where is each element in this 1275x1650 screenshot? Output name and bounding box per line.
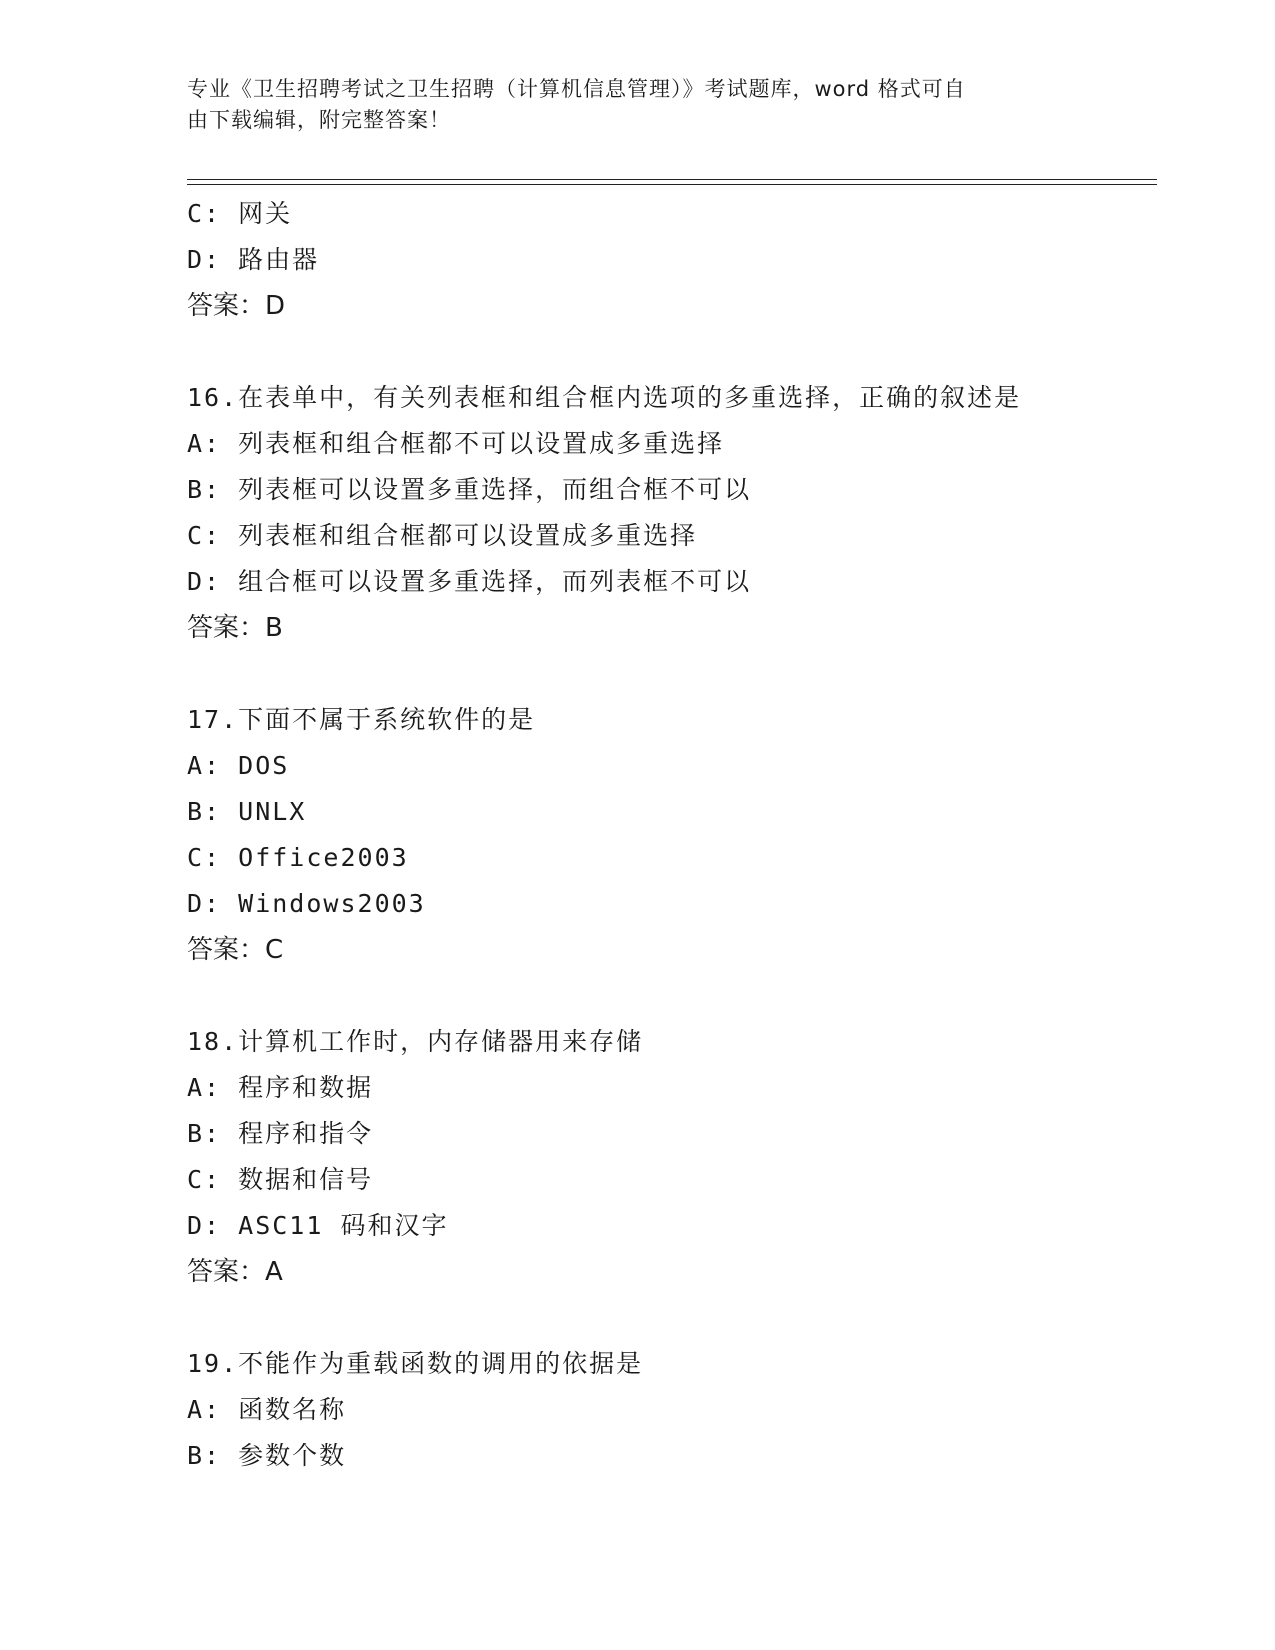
option-c: C: Office2003 — [187, 843, 409, 872]
option-b: B: UNLX — [187, 797, 307, 826]
question-stem: 17.下面不属于系统软件的是 — [187, 705, 536, 734]
spacer — [187, 329, 1147, 375]
option-d: D: Windows2003 — [187, 889, 426, 918]
option-a: A: DOS — [187, 751, 290, 780]
option-d: D: 路由器 — [187, 245, 320, 274]
question-stem: 18.计算机工作时，内存储器用来存储 — [187, 1027, 644, 1056]
answer-line: 答案：A — [187, 1257, 283, 1287]
answer-line: 答案：C — [187, 935, 284, 965]
option-a: A: 函数名称 — [187, 1395, 347, 1424]
spacer — [187, 651, 1147, 697]
option-c: C: 网关 — [187, 199, 293, 228]
header-divider-bottom — [187, 184, 1157, 185]
answer-line: 答案：B — [187, 613, 283, 643]
spacer — [187, 1295, 1147, 1341]
question-stem: 19.不能作为重载函数的调用的依据是 — [187, 1349, 644, 1378]
option-b: B: 参数个数 — [187, 1441, 347, 1470]
header-divider-top — [187, 179, 1157, 180]
answer-line: 答案：D — [187, 291, 286, 321]
option-c: C: 列表框和组合框都可以设置成多重选择 — [187, 521, 698, 550]
option-a: A: 列表框和组合框都不可以设置成多重选择 — [187, 429, 725, 458]
header-line-1: 专业《卫生招聘考试之卫生招聘（计算机信息管理）》考试题库，word 格式可自 — [187, 77, 966, 101]
option-d: D: 组合框可以设置多重选择，而列表框不可以 — [187, 567, 752, 596]
question-list — [187, 191, 1147, 1479]
option-c: C: 数据和信号 — [187, 1165, 374, 1194]
option-a: A: 程序和数据 — [187, 1073, 374, 1102]
header-line-2: 由下载编辑，附完整答案！ — [187, 108, 451, 132]
option-b: B: 程序和指令 — [187, 1119, 374, 1148]
spacer — [187, 973, 1147, 1019]
option-b: B: 列表框可以设置多重选择，而组合框不可以 — [187, 475, 752, 504]
document-header — [187, 74, 1067, 136]
option-d: D: ASC11 码和汉字 — [187, 1211, 449, 1240]
question-stem: 16.在表单中，有关列表框和组合框内选项的多重选择，正确的叙述是 — [187, 383, 1022, 412]
